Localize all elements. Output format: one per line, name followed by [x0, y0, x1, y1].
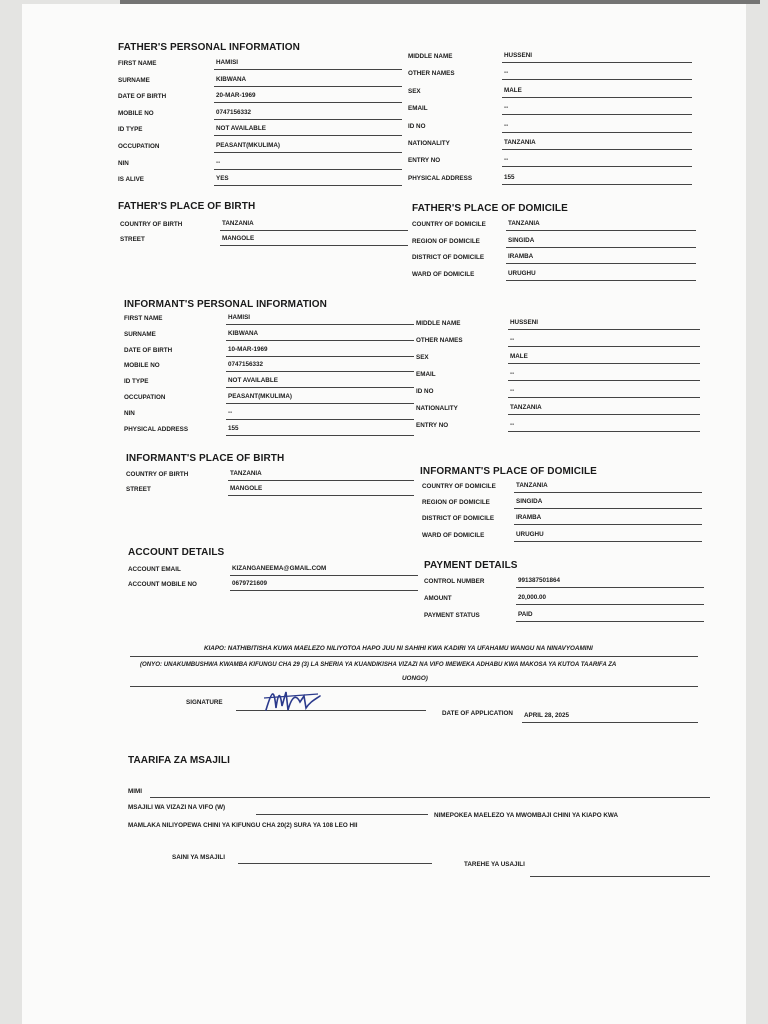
field-label: COUNTRY OF BIRTH [126, 471, 189, 478]
field-value: -- [504, 156, 509, 164]
field-label: NIN [118, 159, 129, 167]
father-domicile-title: FATHER'S PLACE OF DOMICILE [412, 203, 568, 214]
field-underline [506, 247, 696, 248]
field-underline [226, 403, 414, 404]
field-value: 155 [504, 173, 515, 181]
field-value: -- [504, 104, 509, 112]
field-underline [214, 102, 402, 103]
field-value: TANZANIA [504, 139, 536, 146]
field-value: IRAMBA [516, 514, 542, 522]
field-value: -- [510, 387, 515, 394]
field-underline [514, 492, 702, 493]
field-underline [226, 371, 414, 372]
field-underline [502, 166, 692, 167]
field-underline [508, 431, 700, 432]
field-underline [514, 524, 702, 525]
field-value: YES [216, 175, 229, 183]
field-row [408, 140, 692, 152]
field-value: MALE [510, 353, 528, 360]
field-underline [230, 575, 418, 576]
field-row [422, 532, 702, 544]
field-row [412, 271, 696, 283]
field-label: OCCUPATION [118, 143, 160, 150]
field-label: REGION OF DOMICILE [412, 237, 480, 245]
msajili-label: MSAJILI WA VIZAZI NA VIFO (W) [128, 804, 226, 811]
field-row [128, 566, 418, 578]
field-value: KIBWANA [228, 329, 259, 337]
field-row [118, 126, 402, 138]
nimepokea-text: NIMEPOKEA MAELEZO YA MWOMBAJI CHINI YA KIAPO KWA [434, 812, 619, 819]
field-underline [226, 324, 414, 325]
field-row [124, 315, 414, 327]
field-row [416, 405, 700, 417]
field-underline [226, 435, 414, 436]
field-row [124, 410, 414, 422]
field-value: 0747156332 [216, 108, 252, 116]
field-value: TANZANIA [510, 404, 542, 411]
field-value: TANZANIA [230, 470, 262, 477]
field-label: NIN [124, 409, 135, 417]
mamlaka-text: MAMLAKA NILIYOPEWA CHINI YA KIFUNGU CHA 20(2) SURA YA 108 LEO HII [128, 822, 358, 829]
field-label: REGION OF DOMICILE [422, 499, 490, 507]
field-value: 155 [228, 424, 239, 432]
field-row [424, 612, 704, 624]
field-label: NATIONALITY [416, 405, 458, 412]
field-label: ID NO [408, 122, 426, 130]
field-value: KIBWANA [216, 75, 247, 83]
field-label: SEX [416, 354, 429, 361]
field-label: SURNAME [118, 76, 150, 84]
field-label: EMAIL [408, 105, 428, 113]
field-underline [508, 329, 700, 330]
field-row [408, 88, 692, 100]
field-row [408, 53, 692, 65]
field-value: PEASANT(MKULIMA) [216, 142, 281, 149]
field-underline [514, 541, 702, 542]
account-details-title: ACCOUNT DETAILS [128, 547, 225, 558]
field-row [416, 354, 700, 366]
field-underline [516, 621, 704, 622]
field-row [124, 394, 414, 406]
field-value: MALE [504, 86, 522, 94]
field-value: 0747156332 [228, 361, 264, 369]
field-label: SURNAME [124, 330, 156, 338]
field-underline [214, 185, 402, 186]
declaration-warning: (ONYO: UNAKUMBUSHWA KWAMBA KIFUNGU CHA 29 (3) LA SHERIA YA KUANDIKISHA VIZAZI NA VIFO IMEWEKA ADHABU KWA MAKOSA YA KUTOA TAARIFA ZA [140, 661, 617, 668]
field-label: ID TYPE [118, 126, 143, 134]
informant-domicile-title: INFORMANT'S PLACE OF DOMICILE [420, 466, 597, 477]
field-value: HUSSENI [504, 52, 532, 59]
field-row [422, 483, 702, 495]
field-value: PEASANT(MKULIMA) [228, 393, 293, 400]
field-row [120, 236, 408, 248]
field-underline [214, 119, 402, 120]
field-value: SINGIDA [508, 236, 535, 244]
field-row [126, 471, 414, 483]
field-underline [226, 419, 414, 420]
field-underline [220, 230, 408, 231]
field-value: 20,000.00 [518, 594, 547, 601]
field-row [118, 143, 402, 155]
field-label: MIDDLE NAME [408, 53, 453, 60]
field-row [118, 93, 402, 105]
field-underline [226, 340, 414, 341]
field-row [412, 238, 696, 250]
field-underline [228, 480, 414, 481]
field-row [118, 77, 402, 89]
field-label: AMOUNT [424, 595, 452, 602]
field-label: MIDDLE NAME [416, 320, 461, 327]
field-underline [230, 590, 418, 591]
field-row [124, 378, 414, 390]
field-underline [502, 62, 692, 63]
field-row [124, 426, 414, 438]
field-underline [516, 587, 704, 588]
field-underline [514, 508, 702, 509]
field-value: 20-MAR-1969 [216, 92, 256, 100]
declaration-warning-end: UONGO) [402, 675, 428, 682]
field-row [128, 581, 418, 593]
field-row [120, 221, 408, 233]
field-label: FIRST NAME [118, 60, 157, 67]
signature-label: SIGNATURE [186, 699, 223, 706]
field-underline [502, 132, 692, 133]
field-underline [502, 97, 692, 98]
field-value: URUGHU [508, 269, 536, 277]
field-value: HAMISI [228, 314, 251, 321]
date-of-application-value: APRIL 28, 2025 [524, 712, 570, 719]
mimi-label: MIMI [128, 788, 142, 795]
field-underline [502, 184, 692, 185]
field-label: DATE OF BIRTH [118, 93, 167, 101]
field-value: -- [510, 421, 515, 428]
saini-ya-msajili-label: SAINI YA MSAJILI [172, 854, 225, 861]
field-value: TANZANIA [508, 220, 540, 227]
field-underline [226, 356, 414, 357]
declaration-rule-bottom [130, 686, 698, 687]
field-underline [502, 114, 692, 115]
field-value: NOT AVAILABLE [216, 125, 266, 133]
field-label: STREET [120, 235, 145, 243]
field-label: ENTRY NO [416, 422, 449, 429]
field-row [416, 337, 700, 349]
field-label: STREET [126, 486, 151, 493]
field-underline [226, 387, 414, 388]
declaration-oath: KIAPO: NATHIBITISHA KUWA MAELEZO NILIYOTOA HAPO JUU NI SAHIHI KWA KADIRI YA UFAHAMU WANGU NA NINAVYOAMINI [204, 645, 593, 652]
field-value: -- [504, 69, 509, 77]
field-label: CONTROL NUMBER [424, 578, 485, 585]
field-row [118, 110, 402, 122]
field-row [422, 499, 702, 511]
field-underline [214, 169, 402, 170]
field-underline [220, 245, 408, 246]
payment-details-title: PAYMENT DETAILS [424, 560, 518, 571]
field-label: SEX [408, 87, 421, 95]
field-label: DISTRICT OF DOMICILE [422, 515, 495, 523]
field-row [408, 157, 692, 169]
field-row [412, 254, 696, 266]
field-underline [508, 397, 700, 398]
field-underline [502, 79, 692, 80]
field-label: FIRST NAME [124, 315, 163, 322]
field-value: -- [228, 408, 233, 416]
field-row [416, 388, 700, 400]
field-value: -- [510, 336, 515, 343]
field-label: PHYSICAL ADDRESS [124, 425, 189, 433]
field-row [408, 70, 692, 82]
field-label: ID NO [416, 388, 434, 395]
date-of-application-label: DATE OF APPLICATION [442, 710, 513, 717]
field-row [124, 347, 414, 359]
field-value: IRAMBA [508, 253, 534, 260]
field-label: NATIONALITY [408, 140, 450, 147]
field-row [126, 486, 414, 498]
field-value: TANZANIA [222, 220, 254, 227]
field-value: URUGHU [516, 530, 544, 538]
field-label: ENTRY NO [408, 157, 441, 165]
field-underline [502, 149, 692, 150]
field-value: 10-MAR-1969 [228, 345, 268, 353]
field-value: 991387501864 [518, 577, 561, 584]
declaration-rule [130, 656, 698, 657]
field-underline [508, 414, 700, 415]
field-value: -- [504, 121, 509, 129]
tarehe-ya-usajili-label: TAREHE YA USAJILI [464, 861, 525, 868]
field-value: MANGOLE [230, 485, 263, 492]
field-label: IS ALIVE [118, 176, 145, 184]
field-row [412, 221, 696, 233]
informant-section-title: INFORMANT'S PERSONAL INFORMATION [124, 299, 327, 310]
registrar-section-title: TAARIFA ZA MSAJILI [128, 755, 230, 766]
field-row [422, 515, 702, 527]
field-row [124, 331, 414, 343]
tarehe-line[interactable] [530, 876, 710, 877]
field-underline [506, 230, 696, 231]
field-row [416, 371, 700, 383]
field-row [416, 422, 700, 434]
field-label: OTHER NAMES [416, 337, 463, 344]
field-row [118, 160, 402, 172]
field-row [408, 123, 692, 135]
field-underline [508, 346, 700, 347]
field-value: TANZANIA [516, 482, 548, 489]
field-label: ID TYPE [124, 378, 149, 386]
field-underline [228, 495, 414, 496]
field-row [424, 595, 704, 607]
field-value: MANGOLE [222, 234, 255, 242]
field-label: COUNTRY OF DOMICILE [422, 483, 496, 490]
field-underline [506, 263, 696, 264]
field-underline [508, 363, 700, 364]
field-underline [214, 135, 402, 136]
field-label: COUNTRY OF BIRTH [120, 221, 183, 228]
field-label: MOBILE NO [124, 362, 160, 370]
field-label: WARD OF DOMICILE [412, 270, 475, 278]
field-underline [508, 380, 700, 381]
saini-line[interactable] [238, 863, 432, 864]
field-value: NOT AVAILABLE [228, 377, 278, 385]
father-birth-title: FATHER'S PLACE OF BIRTH [118, 201, 256, 212]
field-value: SINGIDA [516, 498, 543, 506]
field-label: ACCOUNT MOBILE NO [128, 581, 197, 588]
field-underline [214, 152, 402, 153]
field-value: KIZANGANEEMA@GMAIL.COM [232, 565, 327, 572]
field-row [424, 578, 704, 590]
field-label: DISTRICT OF DOMICILE [412, 254, 485, 261]
field-value: -- [510, 370, 515, 377]
field-label: WARD OF DOMICILE [422, 531, 485, 539]
field-row [118, 60, 402, 72]
field-label: OTHER NAMES [408, 70, 455, 78]
msajili-line[interactable] [256, 814, 428, 815]
field-row [118, 176, 402, 188]
field-row [124, 362, 414, 374]
field-label: EMAIL [416, 371, 436, 378]
field-label: MOBILE NO [118, 109, 154, 117]
field-value: HUSSENI [510, 319, 538, 326]
field-label: OCCUPATION [124, 394, 166, 401]
handwritten-signature [262, 684, 326, 718]
field-underline [214, 69, 402, 70]
field-label: PHYSICAL ADDRESS [408, 174, 473, 182]
field-label: DATE OF BIRTH [124, 346, 173, 354]
mimi-line[interactable] [150, 797, 710, 798]
field-value: HAMISI [216, 59, 239, 66]
field-underline [214, 86, 402, 87]
field-underline [516, 604, 704, 605]
informant-birth-title: INFORMANT'S PLACE OF BIRTH [126, 453, 285, 464]
field-underline [506, 280, 696, 281]
field-label: COUNTRY OF DOMICILE [412, 221, 486, 228]
date-line[interactable] [522, 722, 698, 723]
field-row [416, 320, 700, 332]
field-value: -- [216, 158, 221, 166]
field-value: 0679721609 [232, 580, 268, 587]
field-label: PAYMENT STATUS [424, 612, 480, 619]
field-row [408, 175, 692, 187]
father-section-title: FATHER'S PERSONAL INFORMATION [118, 42, 300, 53]
field-row [408, 105, 692, 117]
field-label: ACCOUNT EMAIL [128, 566, 181, 573]
field-value: PAID [518, 611, 533, 618]
